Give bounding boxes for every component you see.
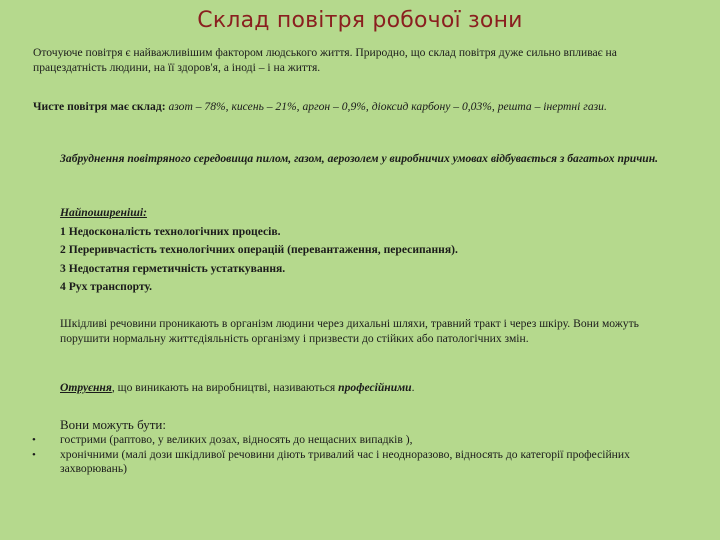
intro-paragraph: Оточуюче повітря є найважливішим фактором людського життя. Природно, що склад повітря дуже сильно впливає на працездатність людини, на її здоров'я, а іноді – і на життя.	[33, 46, 617, 74]
bullet-icon: •	[32, 448, 36, 461]
chronic-type: хронічними (малі дози шкідливої речовини діють тривалий час і неодноразово, відносять до категорії професійних захворювань)	[60, 447, 630, 476]
pollution-paragraph: Забруднення повітряного середовища пилом, газом, аерозолем у виробничих умовах відбувається з багатьох причин.	[60, 152, 659, 165]
poisoning-term: Отруєння	[60, 381, 112, 394]
types-lead: Вони можуть бути:	[60, 417, 166, 432]
harmful-substances-paragraph: Шкідливі речовини проникають в організм людини через дихальні шляхи, травний тракт і через шкіру. Вони можуть порушити нормальну життєдіяльність організму і призвести до стійких або патологічних змін.	[60, 317, 639, 345]
clean-air-lead: Чисте повітря має склад:	[33, 100, 166, 113]
bullet-icon: •	[32, 433, 36, 446]
slide-title: Склад повітря робочої зони	[197, 8, 523, 33]
poisoning-text: , що виникають на виробництві, називаються	[111, 381, 339, 394]
causes-heading: Найпоширеніші:	[60, 206, 147, 219]
professional-term: професійними	[338, 381, 412, 394]
clean-air-paragraph	[33, 100, 685, 115]
list-item	[32, 432, 685, 448]
clean-air-composition: азот – 78%, кисень – 21%, аргон – 0,9%, діоксид карбону – 0,03%, решта – інертні гази.	[165, 100, 607, 113]
cause-item: 1 Недосконалість технологічних процесів.	[60, 224, 281, 238]
types-list	[32, 417, 685, 477]
acute-type: гострими (раптово, у великих дозах, відносять до нещасних випадків ),	[60, 432, 413, 446]
cause-item: 3 Недостатня герметичність устаткування.	[60, 261, 286, 275]
cause-item: 2 Переривчастість технологічних операцій (перевантаження, пересипання).	[60, 243, 458, 256]
poisoning-end: .	[411, 381, 415, 394]
causes-list	[60, 204, 685, 297]
list-item	[32, 447, 685, 478]
cause-item: 4 Рух транспорту.	[60, 280, 153, 293]
poisoning-paragraph	[60, 381, 685, 396]
